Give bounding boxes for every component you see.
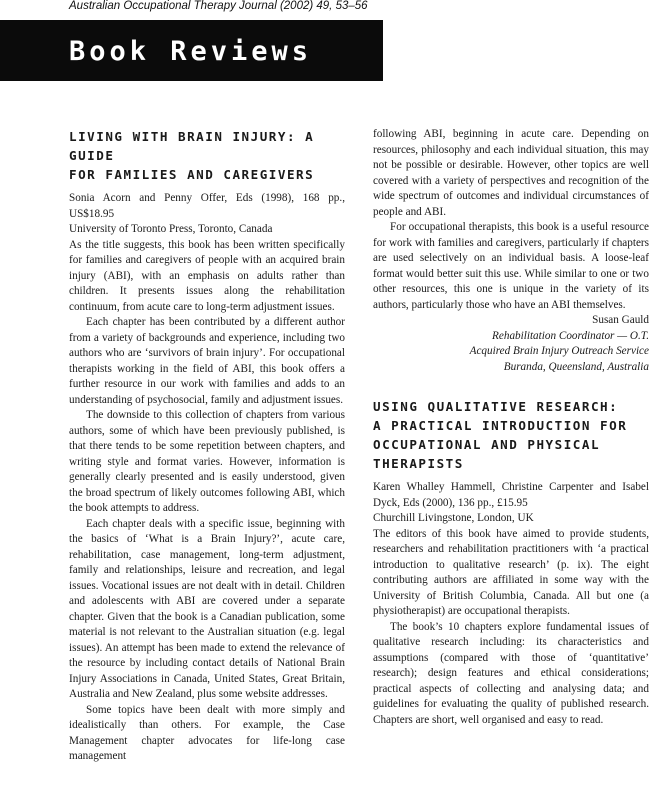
review1-paragraph: Each chapter deals with a specific issue, beginning with the basics of ‘What is a Brain Injury?’, acute care, rehabilitation, case management, long-term adjustment, family and relationships, leisure and recreation, and legal issues. Vocational issues are not dealt with in detail. Children and adolescents with ABI are covered under a separate chapter. Given that the book is a Canadian publication, some material is not relevant to the Australian situation (e.g. legal issues). An attempt has been made to extend the relevance of the resource by including contact details of National Brain Injury Associations in Canada, United States, Great Britain, Australia and New Zealand, plus some website addresses. bbox=[69, 517, 345, 700]
review1-paragraph: Each chapter has been contributed by a different author from a variety of backgrounds and experience, including two authors who are ‘survivors of brain injury’. For occupational therapists working in the field of ABI, this book offers a further resource in our work with families and adds to an understanding of psychosocial, family and adjustment issues. bbox=[69, 316, 345, 406]
review1-paragraph: As the title suggests, this book has been written specifically for families and caregivers of people with an acquired brain injury (ABI), with an emphasis on adults rather than children. It presents issues along the rehabilitation continuum, from acute care to long-term adjustment issues. bbox=[69, 238, 345, 313]
right-column bbox=[373, 127, 649, 728]
reviewer-name: Susan Gauld bbox=[592, 314, 649, 326]
review2-title bbox=[373, 397, 649, 473]
reviewer-role: Rehabilitation Coordinator — O.T. bbox=[492, 329, 649, 342]
review2-publisher: Churchill Livingstone, London, UK bbox=[373, 512, 534, 524]
reviewer-location: Buranda, Queensland, Australia bbox=[503, 360, 649, 373]
review1-title-line: LIVING WITH BRAIN INJURY: A GUIDE bbox=[69, 129, 315, 163]
review1-title-line: FOR FAMILIES AND CAREGIVERS bbox=[69, 167, 315, 182]
left-column bbox=[69, 127, 345, 765]
review2-title-line: A PRACTICAL INTRODUCTION FOR bbox=[373, 418, 628, 433]
review1-paragraph: The downside to this collection of chapters from various authors, some of which have been previously published, is that there tends to be some repetition between chapters, and writing style and format varies. However, information is generally clearly presented and is easily understood, given the broad spectrum of likely outcomes following ABI, which the book attempts to address. bbox=[69, 409, 345, 514]
review2-title-line: USING QUALITATIVE RESEARCH: bbox=[373, 399, 619, 414]
reviewer-org: Acquired Brain Injury Outreach Service bbox=[469, 345, 649, 357]
review1-title bbox=[69, 127, 345, 184]
review2-authors: Karen Whalley Hammell, Christine Carpenter and Isabel Dyck, Eds (2000), 136 pp., £15.95 bbox=[373, 481, 649, 509]
review1-paragraph: Some topics have been dealt with more simply and idealistically than others. For example, the Case Management chapter advocates for life-long case management bbox=[69, 703, 345, 762]
review1-authors: Sonia Acorn and Penny Offer, Eds (1998), 168 pp., US$18.95 bbox=[69, 192, 345, 220]
review2-paragraph: The book’s 10 chapters explore fundamental issues of qualitative research including: its characteristics and assumptions (compared with those of ‘quantitative’ research); design features and ethical considerations; practical aspects of collecting and analysing data; and guidelines for evaluating the quality of published research. Chapters are short, well organised and easy to read. bbox=[373, 620, 649, 726]
review2-title-line: THERAPISTS bbox=[373, 456, 464, 471]
review1-paragraph-continued: For occupational therapists, this book is a useful resource for work with families and caregivers, particularly if chapters are used selectively on an individual basis. A loose-leaf format would better suit this use. While similar to one or two other resources, this one is unique in the variety of its authors, particularly those who have an ABI themselves. bbox=[373, 221, 649, 311]
review1-publisher: University of Toronto Press, Toronto, Canada bbox=[69, 223, 273, 235]
section-title: Book Reviews bbox=[69, 36, 313, 67]
review2-paragraph: The editors of this book have aimed to provide students, researchers and rehabilitation practitioners with ‘a practical introduction to qualitative research’ (p. ix). The eight contributing authors are affiliated in some way with the University of British Columbia, Canada. All but one (a physiotherapist) are occupational therapists. bbox=[373, 527, 649, 617]
review1-paragraph-continued: following ABI, beginning in acute care. Depending on resources, philosophy and each individual situation, this may not be possible or desirable. However, other topics are well covered with a variety of perspectives and recognition of the wide spectrum of outcomes and individual circumstances of people and ABI. bbox=[373, 128, 649, 218]
review1-signature bbox=[373, 313, 649, 375]
journal-running-head: Australian Occupational Therapy Journal (2002) 49, 53–56 bbox=[69, 0, 368, 12]
review2-title-line: OCCUPATIONAL AND PHYSICAL bbox=[373, 437, 601, 452]
